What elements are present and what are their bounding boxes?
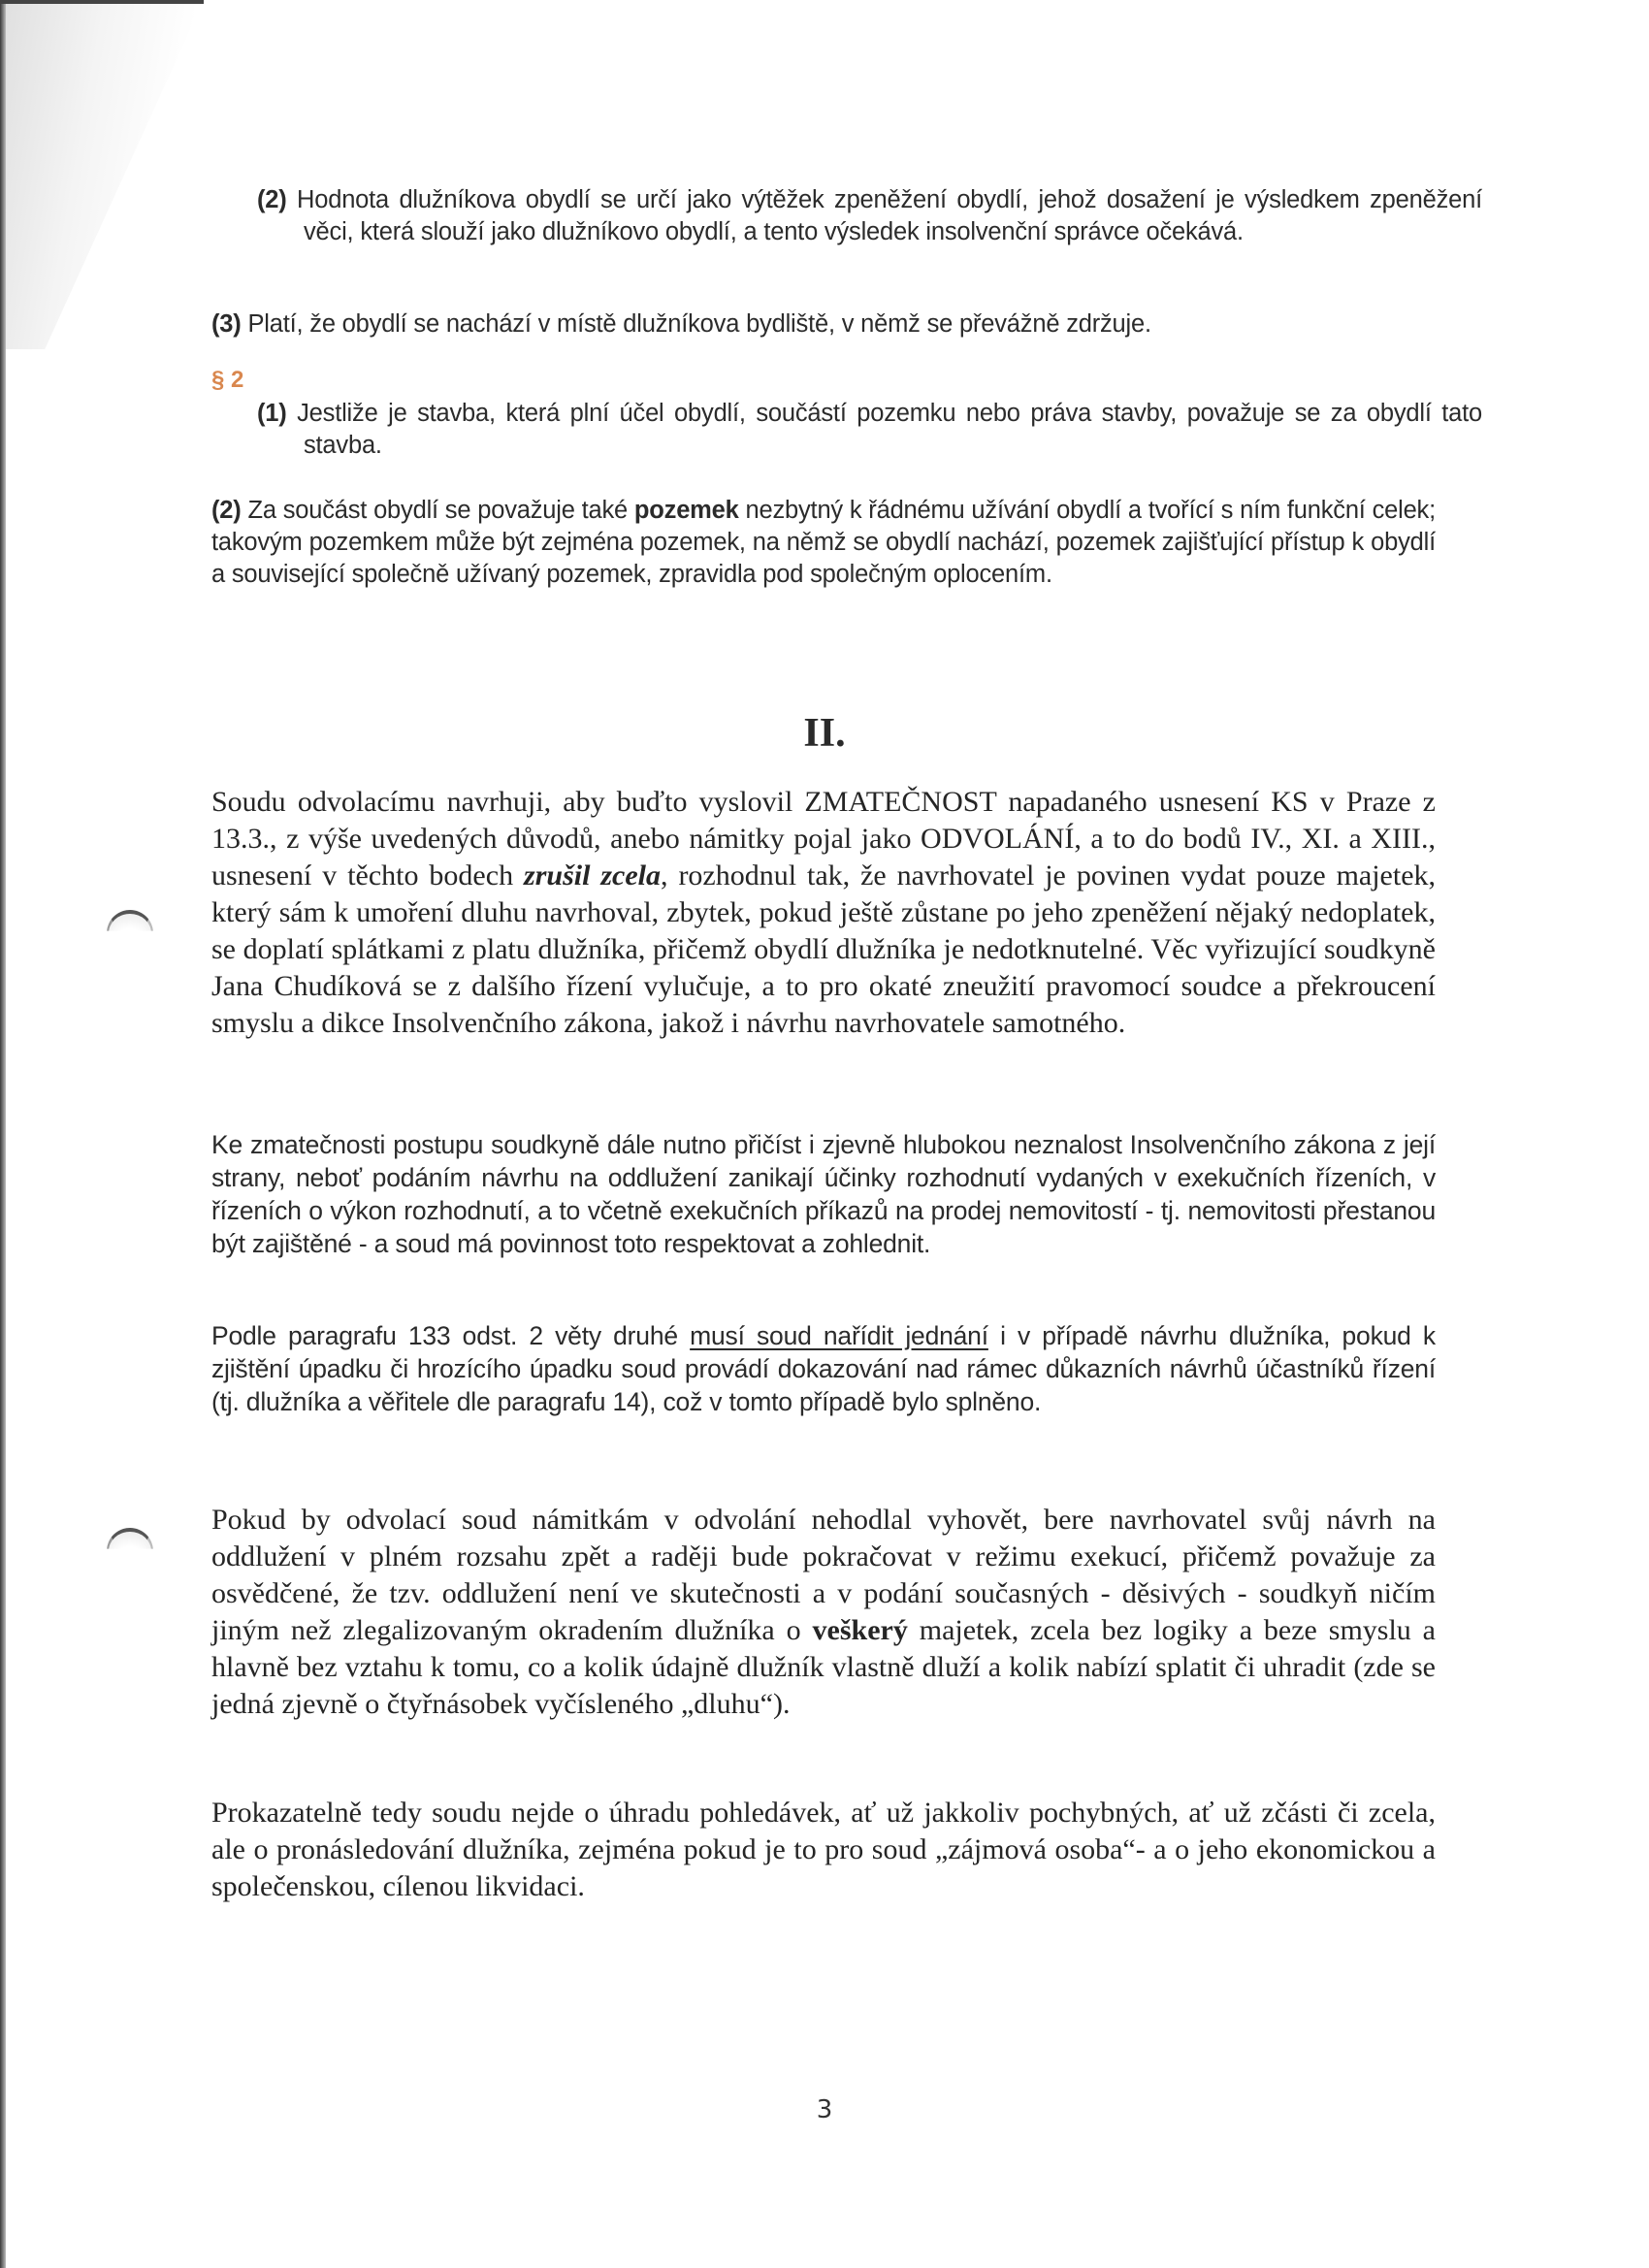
punch-hole-icon	[107, 910, 153, 956]
paragraph-text: majetek, zcela bez logiky a beze smyslu a hlavně bez vztahu k tomu, co a kolik údajně dlužník vlastně dluží a kolik nabízí splatit či uhradit (zde se jedná zjevně o čtyřnásobek vyčísleného „dluhu“).	[211, 1614, 1436, 1720]
scan-top-edge	[0, 0, 204, 4]
clause-number: (1)	[257, 400, 287, 427]
paragraph-text: Podle paragrafu 133 odst. 2 věty druhé	[211, 1321, 678, 1350]
paragraph-text: Pokud by odvolací soud námitkám v odvolání nehodlal vyhovět, bere navrhovatel svůj návrh na oddlužení v plném rozsahu zpět a raději bude pokračovat v režimu exekucí, přičemž považuje za osvědčené, že tzv. oddlužení není ve skutečnosti a v podání současných - děsivých - soudkyň ničím jiným než zlegalizovaným okradením dlužníka o	[211, 1504, 1436, 1646]
paragraph-nullity	[211, 1128, 1436, 1260]
section-heading: II.	[803, 711, 846, 756]
scan-left-edge	[0, 0, 6, 2268]
clause-2-item-1	[257, 398, 1482, 462]
paragraph-withdrawal	[211, 1502, 1436, 1723]
clause-number: (2)	[211, 497, 242, 524]
paragraph-text: Ke zmatečnosti postupu soudkyně dále nutno přičíst i zjevně hlubokou neznalost Insolvenčního zákona z její strany, neboť podáním návrhu na oddlužení zanikají účinky rozhodnutí vydaných v exekučních řízeních, v řízeních o výkon rozhodnutí, a to včetně exekučních příkazů na prodej nemovitostí - tj. nemovitosti přestanou být zajištěné - a soud má povinnost toto respektovat a zohlednit.	[211, 1130, 1436, 1258]
clause-1-item-3	[211, 308, 1436, 340]
clause-2-item-2	[211, 495, 1436, 591]
paragraph-text: , rozhodnul tak, že navrhovatel je povinen vydat pouze majetek, který sám k umoření dluhu navrhoval, zbytek, pokud ještě zůstane po jeho zpeněžení nějaký nedoplatek, se doplatí splátkami z platu dlužníka, přičemž obydlí dlužníka je nedotknutelné. Věc vyřizující soudkyně Jana Chudíková se z dalšího řízení vylučuje, a to pro okaté zneužití pravomocí soudce a překroucení smyslu a dikce Insolvenčního zákona, jakož i návrhu navrhovatele samotného.	[211, 859, 1437, 1039]
clause-1-item-2	[257, 184, 1482, 248]
clause-text: nezbytný k řádnému užívání obydlí a tvořící s ním funkční celek; takovým pozemkem může být zejména pozemek, na němž se obydlí nachází, pozemek zajišťující přístup k obydlí a související společně užívaný pozemek, zpravidla pod společným oplocením.	[211, 497, 1436, 588]
bold-term: pozemek	[633, 497, 739, 524]
clause-text: Za součást obydlí se považuje také	[247, 497, 628, 524]
clause-text: Platí, že obydlí se nachází v místě dlužníkova bydliště, v němž se převážně zdržuje.	[247, 310, 1151, 338]
paragraph-conclusion	[211, 1795, 1436, 1905]
paragraph-text: Soudu odvolacímu navrhuji, aby buďto vyslovil ZMATEČNOST napadaného usnesení KS v Praze z 13.3., z výše uvedených důvodů, anebo námitky pojal jako ODVOLÁNÍ, a to do bodů IV., XI. a XIII., usnesení v těchto bodech	[211, 786, 1436, 891]
paragraph-motion	[211, 784, 1436, 1042]
emphasis-text: zrušil zcela	[524, 859, 661, 891]
paragraph-hearing	[211, 1319, 1436, 1418]
punch-hole-icon	[107, 1528, 153, 1574]
paragraph-text: Prokazatelně tedy soudu nejde o úhradu pohledávek, ať už jakkoliv pochybných, ať už zčásti či zcela, ale o pronásledování dlužníka, zejména pokud je to pro soud „zájmová osoba“- a o jeho ekonomickou a společenskou, cílenou likvidaci.	[211, 1797, 1436, 1902]
page-number: 3	[816, 2095, 833, 2124]
clause-number: (3)	[211, 310, 242, 338]
bold-term: veškerý	[812, 1614, 908, 1646]
scan-page-fold-shadow	[0, 0, 204, 349]
clause-number: (2)	[257, 186, 287, 213]
clause-text: Hodnota dlužníkova obydlí se určí jako výtěžek zpeněžení obydlí, jehož dosažení je výsledkem zpeněžení věci, která slouží jako dlužníkovo obydlí, a tento výsledek insolvenční správce očekává.	[297, 186, 1482, 245]
section-mark: § 2	[211, 367, 244, 393]
clause-text: Jestliže je stavba, která plní účel obydlí, součástí pozemku nebo práva stavby, považuje se za obydlí tato stavba.	[297, 400, 1482, 459]
paragraph-text: i v případě návrhu dlužníka, pokud k zjištění úpadku či hrozícího úpadku soud provádí dokazování nad rámec důkazních návrhů účastníků řízení (tj. dlužníka a věřitele dle paragrafu 14), což v tomto případě bylo splněno.	[211, 1321, 1436, 1416]
underlined-text: musí soud nařídit jednání	[690, 1321, 988, 1350]
